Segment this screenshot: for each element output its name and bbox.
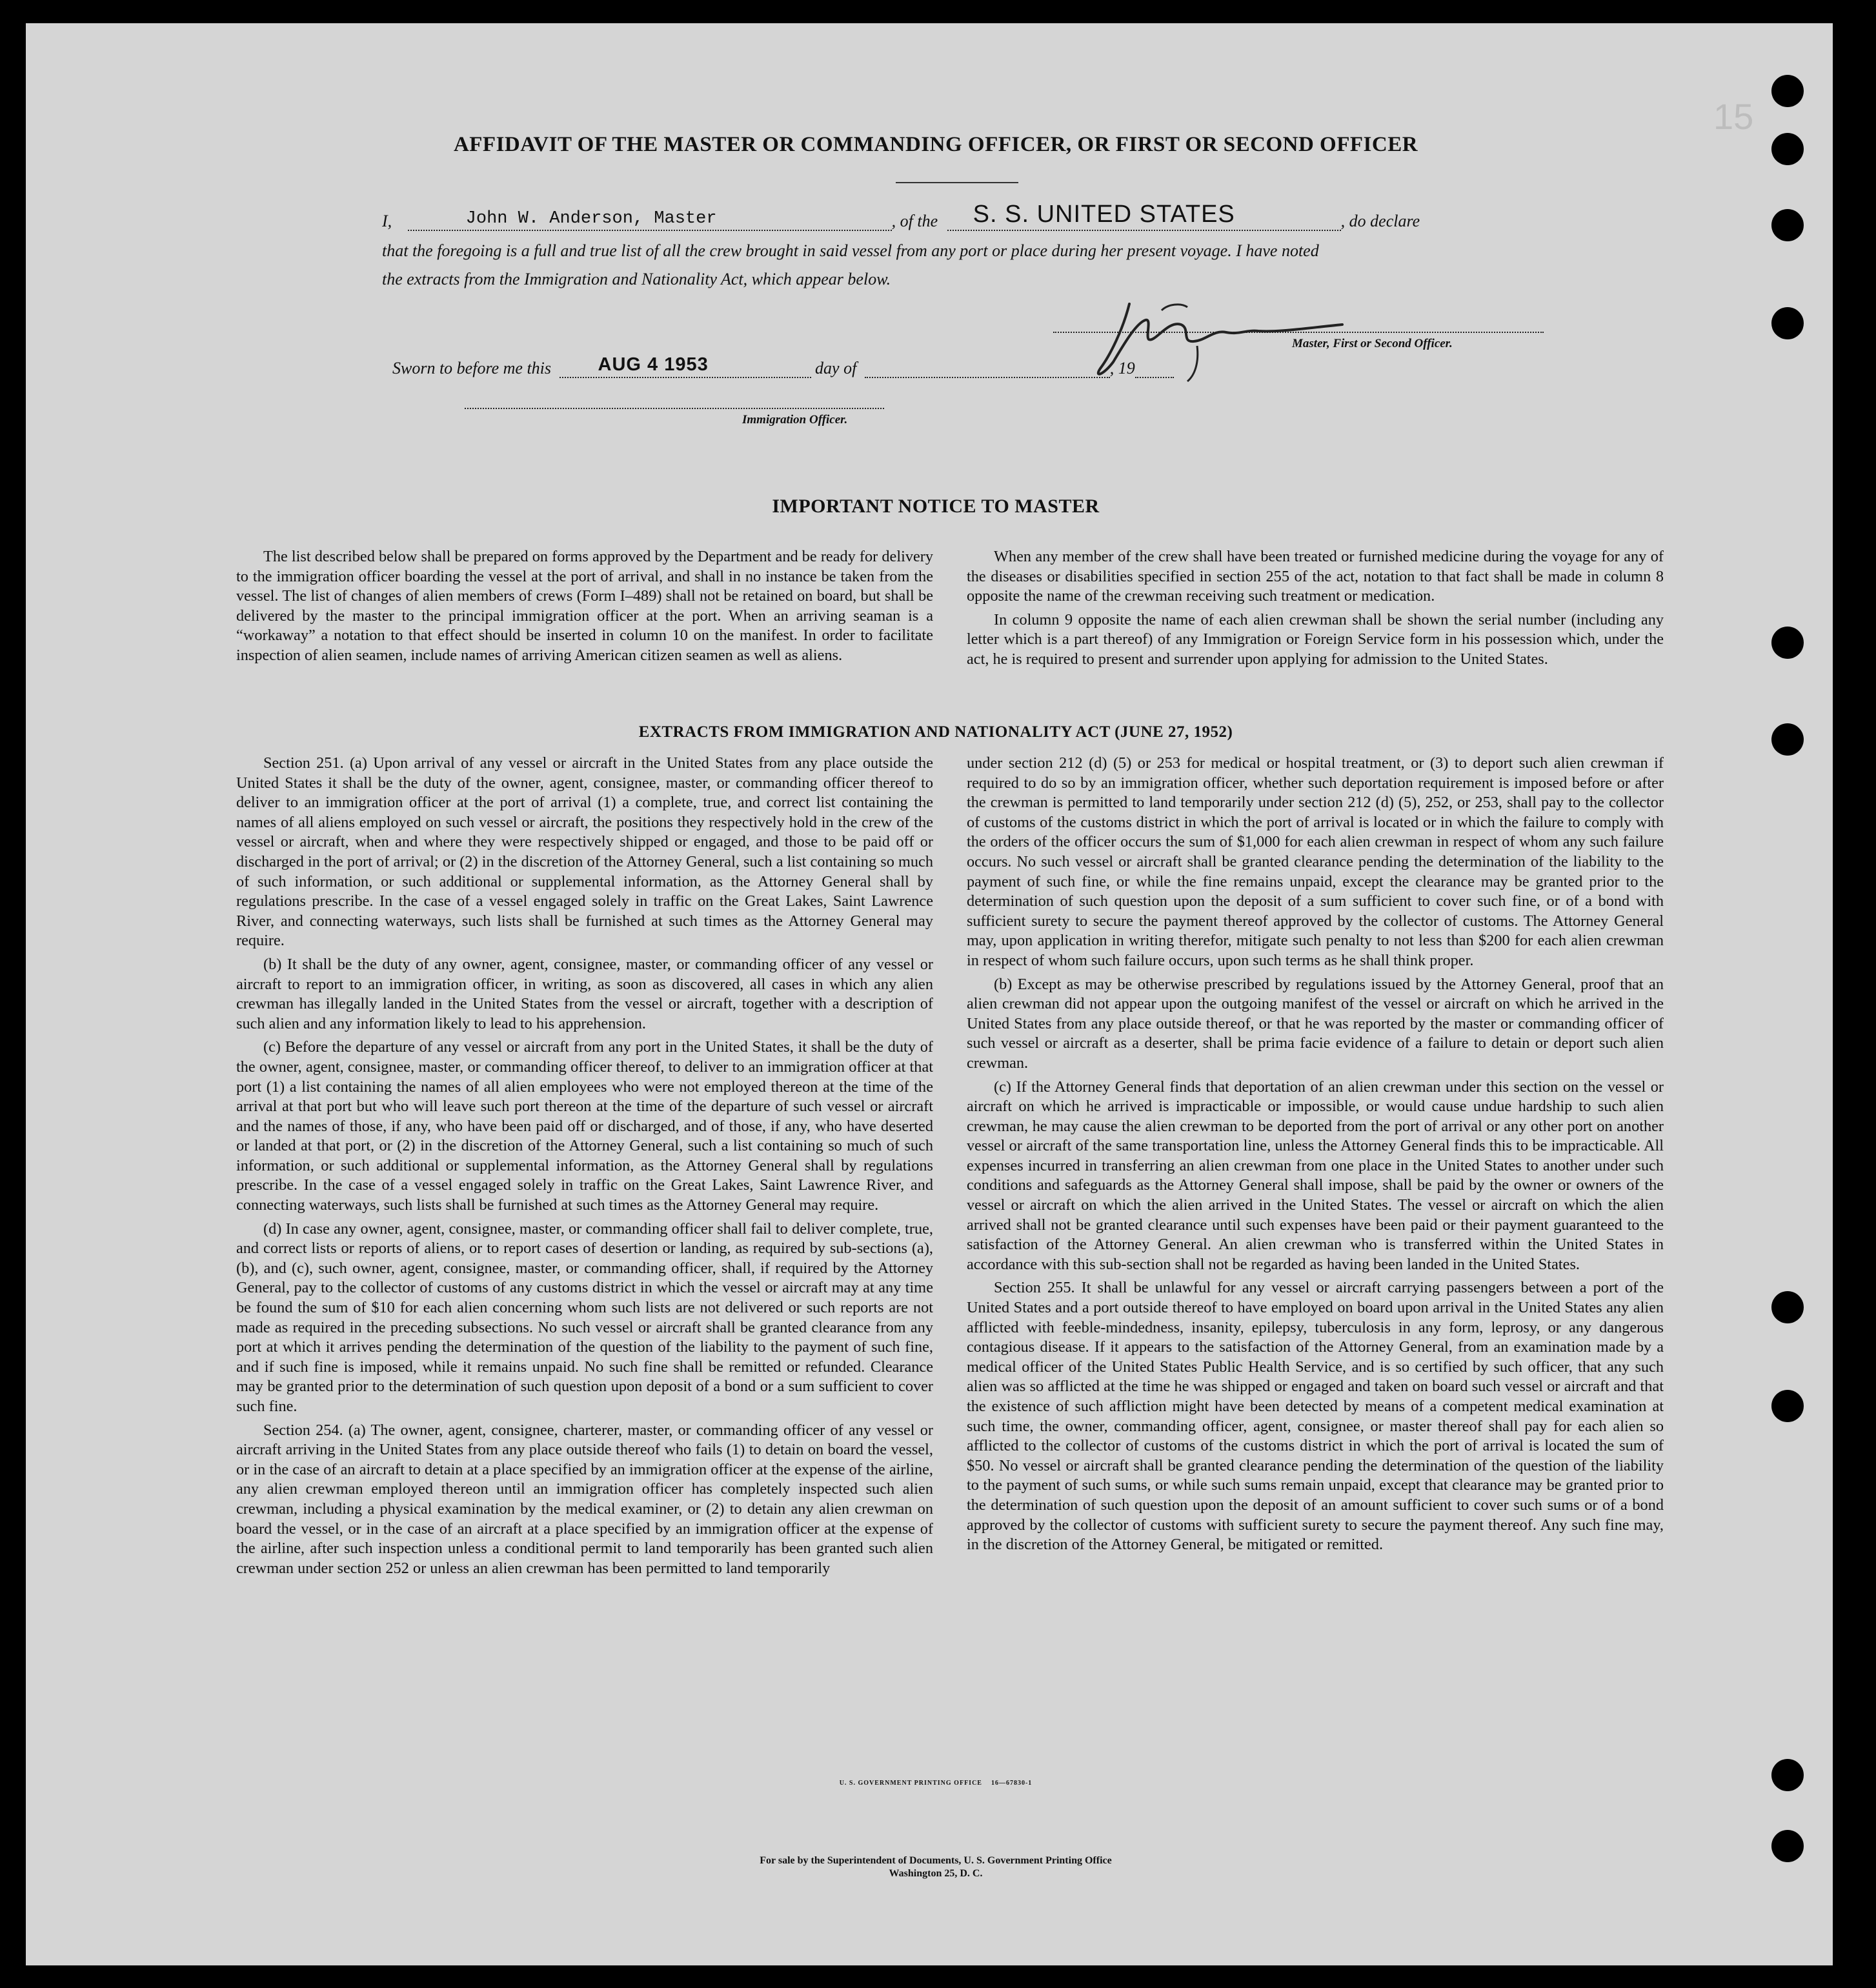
year-label: , 19 xyxy=(1109,359,1135,377)
declaration-text-2: the extracts from the Immigration and Nationality Act, which appear below. xyxy=(382,270,891,288)
notice-left-paragraph: The list described below shall be prepared on forms approved by the Department and be ready for delivery to the immigration officer boarding the vessel at the port of arrival, and shall in no instance be taken from the vessel. The list of changes of alien members of crews (Form I–489) shall not be retained on board, but shall be delivered by the master to the principal immigration officer at the port. When an arriving seaman is a “workaway” a notation to that effect should be inserted in column 10 on the manifest. In order to facilitate inspection of alien seamen, include names of arriving American citizen seamen as well as aliens. xyxy=(236,548,933,664)
section-251a: Section 251. (a) Upon arrival of any vessel or aircraft in the United States from any place outside the United States it shall be the duty of the owner, agent, consignee, master, or commanding officer thereof to deliver to an immigration officer at the port of arrival (1) a complete, true, and correct list containing the names of all aliens employed on such vessel or aircraft, the positions they respectively hold in the crew of the vessel or aircraft, when and where they were respectively shipped or engaged, and those to be paid off or discharged in the port of arrival; or (2) in the discretion of the Attorney General, such a list containing so much of such information, or such additional or supplemental information, as the Attorney General shall by regulations prescribe. In the case of a vessel engaged solely in traffic on the Great Lakes, Saint Lawrence River, and connecting waterways, such lists shall be furnished at such times as the Attorney General may require. xyxy=(236,754,933,950)
sworn-day-field xyxy=(560,354,811,378)
officer-caption: Immigration Officer. xyxy=(742,413,848,427)
sworn-month-field xyxy=(865,357,1110,378)
punch-hole xyxy=(1771,307,1804,339)
master-name: John W. Anderson, Master xyxy=(465,209,717,228)
declare-label: , do declare xyxy=(1340,212,1420,230)
punch-hole xyxy=(1771,75,1804,107)
punch-hole xyxy=(1771,1390,1804,1422)
sworn-prefix: Sworn to before me this xyxy=(392,359,552,377)
extracts-left-column xyxy=(236,754,933,1582)
sworn-line xyxy=(392,354,1174,378)
punch-hole xyxy=(1771,1830,1804,1862)
notice-right-paragraph-2: In column 9 opposite the name of each alien crewman shall be shown the serial number (including any letter which is a part thereof) of any Immigration or Foreign Service form in his possession which, under the act, he is required to present and surrender upon applying for admission to the United States. xyxy=(967,610,1664,668)
notice-right-column xyxy=(967,547,1664,674)
section-254b: (b) Except as may be otherwise prescribed by regulations issued by the Attorney General, proof that an alien crewman did not appear upon the outgoing manifest of the vessel or aircraft on which he arrived in the United States from any place outside thereof, or that he was reported by the master or commanding officer of such vessel or aircraft as a deserter, shall be prima facie evidence of a failure to detain or deport such alien crewman. xyxy=(967,975,1664,1072)
sale-notice-line-1: For sale by the Superintendent of Documents, U. S. Government Printing Office xyxy=(760,1855,1112,1866)
section-255: Section 255. It shall be unlawful for any vessel or aircraft carrying passengers between a port of the United States and a port outside thereof to have employed on board upon arrival in the United States any alien afflicted with feeble-mindedness, insanity, epilepsy, tuberculosis in any form, leprosy, or any dangerous contagious disease. If it appears to the satisfaction of the Attorney General, from an examination made by a medical officer of the United States Public Health Service, and is so certified by such officer, that any such alien was so afflicted at the time he was shipped or engaged and taken on board such vessel or aircraft and that the existence of such affliction might have been detected by means of a competent medical examination at such time, the owner, commanding officer, agent, consignee, or master thereof shall pay for each alien so afflicted to the collector of customs of the customs district in which the port of arrival is located the sum of $50. No vessel or aircraft shall be granted clearance pending the determination of the question of the liability to the payment of such sums, or while such sums remain unpaid, except that clearance may be granted prior to the determination of such question upon the deposit of an amount sufficient to cover such sums or of a bond approved by the collector of customs with sufficient surety to secure the payment thereof. Any such fine may, in the discretion of the Attorney General, be mitigated or remitted. xyxy=(967,1279,1664,1554)
punch-hole xyxy=(1771,209,1804,241)
section-251d: (d) In case any owner, agent, consignee, master, or commanding officer shall fail to deliver complete, true, and correct lists or reports of aliens, or to report cases of desertion or landing, as required by sub-sections (a), (b), and (c), such owner, agent, consignee, master, or commanding officer, shall, if required by the Attorney General, pay to the collector of customs of any customs district in which the vessel or aircraft may at any time be found the sum of $10 for each alien concerning whom such lists are not delivered or such reports are not made as required in the preceding subsections. No such vessel or aircraft shall be granted clearance from any port at which it arrives pending the determination of the question of the liability to the payment of such fine, and if such fine is imposed, while it remains unpaid. No such fine shall be remitted or refunded. Clearance may be granted prior to the determination of such question upon deposit of a bond or a sum sufficient to cover such fine. xyxy=(236,1220,933,1415)
signature-line xyxy=(1053,332,1544,333)
extracts-title: EXTRACTS FROM IMMIGRATION AND NATIONALITY ACT (JUNE 27, 1952) xyxy=(638,723,1233,741)
year-field xyxy=(1135,357,1174,378)
section-251b: (b) It shall be the duty of any owner, agent, consignee, master, or commanding officer of any vessel or aircraft to report to an immigration officer, in writing, as soon as discovered, all cases in which any alien crewman has illegally landed in the United States from the vessel or aircraft, together with a description of such alien and any information likely to lead to his apprehension. xyxy=(236,955,933,1032)
punch-hole xyxy=(1771,627,1804,659)
punch-hole xyxy=(1771,1759,1804,1791)
declaration-prefix: I, xyxy=(382,212,392,230)
extracts-right-column xyxy=(967,754,1664,1559)
declaration-text-1: that the foregoing is a full and true list of all the crew brought in said vessel from any port or place during her present voyage. I have noted xyxy=(382,241,1319,260)
date-stamp: AUG 4 1953 xyxy=(598,354,709,375)
declaration-line xyxy=(382,201,1576,231)
sale-notice-line-2: Washington 25, D. C. xyxy=(889,1868,983,1879)
master-name-field xyxy=(408,210,892,231)
section-254c: (c) If the Attorney General finds that deportation of an alien crewman under this section on the vessel or aircraft on which he arrived is impracticable or impossible, or would cause undue hardship to such alien crewman, he may cause the alien crewman to be deported from the port of arrival or any other port on another vessel or aircraft of the same transportation line, unless the Attorney General finds this to be impracticable. All expenses incurred in transferring an alien crewman from one place in the United States to another under such conditions and safeguards as the Attorney General shall impose, shall be paid by the owner or owners of the vessel or aircraft on which the alien arrived in the United States. The vessel or aircraft on which the alien arrived shall not be granted clearance until such expenses have been paid or their payment guaranteed to the satisfaction of the Attorney General. An alien crewman who is transferred within the United States in accordance with this sub-section shall not be regarded as having been landed in the United States. xyxy=(967,1078,1664,1273)
punch-hole xyxy=(1771,723,1804,756)
notice-title: IMPORTANT NOTICE TO MASTER xyxy=(772,496,1100,517)
notice-right-paragraph-1: When any member of the crew shall have been treated or furnished medicine during the voyage for any of the diseases or disabilities specified in section 255 of the act, notation to that fact shall be made in column 8 opposite the name of the crewman receiving such treatment or medication. xyxy=(967,548,1664,605)
page-number: 15 xyxy=(1713,96,1754,137)
vessel-name-field xyxy=(947,201,1341,231)
section-254a: Section 254. (a) The owner, agent, consignee, charterer, master, or commanding officer of any vessel or aircraft arriving in the United States from any place outside thereof who fails (1) to detain on board the vessel, or in the case of an aircraft to detain at a place specified by an immigration officer at the expense of the airline, any alien crewman employed thereon until an immigration officer has completely inspected such alien crewman, including a physical examination by the medical examiner, or (2) to detain any alien crewman on board the vessel, or in the case of an aircraft at a place specified by an immigration officer at the expense of the airline, after such inspection unless a conditional permit to land temporarily has been granted such alien crewman under section 252 or unless an alien crewman has been permitted to land temporarily xyxy=(236,1421,933,1577)
punch-hole xyxy=(1771,1291,1804,1323)
punch-hole xyxy=(1771,133,1804,165)
title-divider xyxy=(896,182,1018,183)
vessel-name: S. S. UNITED STATES xyxy=(973,201,1235,228)
section-251c: (c) Before the departure of any vessel or aircraft from any port in the United States, it shall be the duty of the owner, agent, consignee, master, or commanding officer thereof, to deliver to an immigration officer at that port (1) a list containing the names of all alien employees who were not employed thereon at the time of the arrival at that port but who will leave such port thereon at the time of the departure of such vessel or aircraft and the names of those, if any, who have been paid off or discharged, and of those, if any, who have deserted or landed at that port, or (2) in the discretion of the Attorney General, such a list containing so much of such information, or such additional or supplemental information, as the Attorney General shall by regulations prescribe. In the case of a vessel engaged solely in traffic on the Great Lakes, Saint Lawrence River, and connecting waterways, such lists shall be furnished at such times as the Attorney General may require. xyxy=(236,1038,933,1214)
notice-left-column xyxy=(236,547,933,670)
day-of-label: day of xyxy=(815,359,857,377)
printing-office-code: U. S. GOVERNMENT PRINTING OFFICE 16—67830-1 xyxy=(839,1780,1033,1787)
master-caption: Master, First or Second Officer. xyxy=(1292,337,1453,350)
officer-signature-line xyxy=(465,408,884,409)
section-254a-cont: under section 212 (d) (5) or 253 for medical or hospital treatment, or (3) to deport such alien crewman if required to do so by an immigration officer, whether such deportation requirement is imposed before or after the crewman is permitted to land temporarily under section 212 (d) (5), 252, or 253, shall pay to the collector of customs of the customs district in which the port of arrival is located or in which the failure to comply with the orders of the officer occurs the sum of $1,000 for each alien crewman in respect of whom any such failure occurs. No such vessel or aircraft shall be granted clearance pending the determination of the liability to the payment of such fine, or while the fine remains unpaid, except the clearance may be granted prior to the determination of such question upon the deposit of a sum sufficient to cover such fine, or of a bond with sufficient surety to secure the payment thereof approved by the collector of customs. The Attorney General may, upon application in writing therefor, mitigate such penalty to not less than $200 for each alien crewman in respect of whom such failure occurs, upon such terms as he shall think proper. xyxy=(967,754,1664,969)
of-the-label: , of the xyxy=(891,212,938,230)
affidavit-title: AFFIDAVIT OF THE MASTER OR COMMANDING OFFICER, OR FIRST OR SECOND OFFICER xyxy=(453,133,1418,156)
document-page xyxy=(26,23,1833,1965)
